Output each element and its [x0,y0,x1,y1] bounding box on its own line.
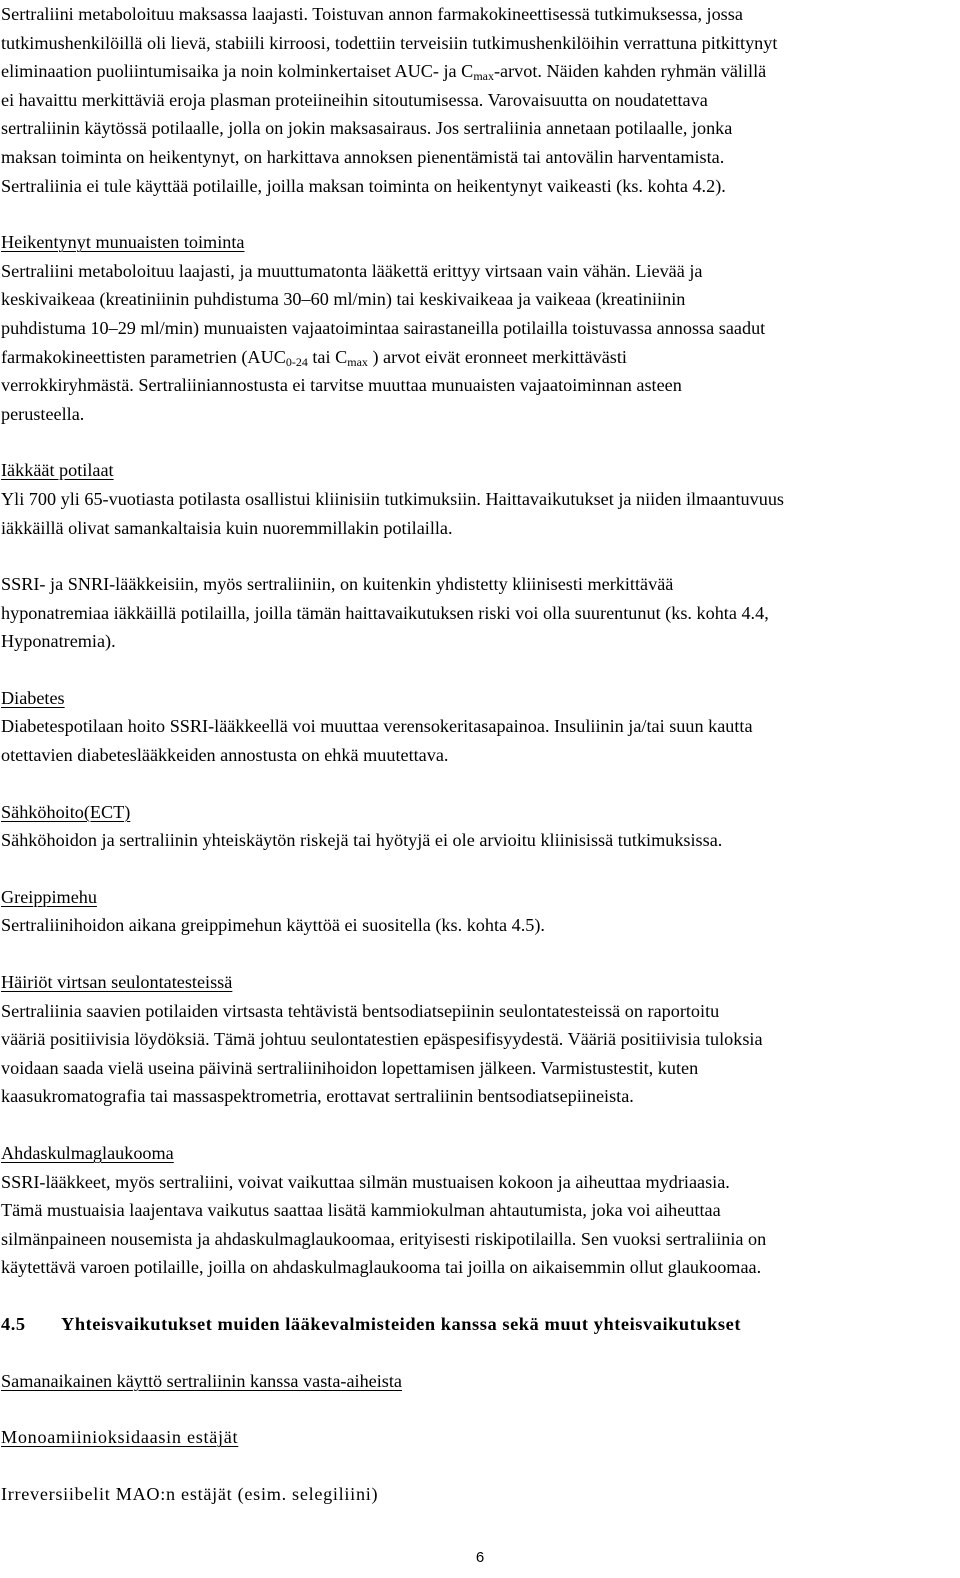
text-line: farmakokineettisten parametrien ($AUC_{0-24}$ tai $C_{max}$ ) arvot eivät eronneet merkittävästi [1,346,627,369]
elderly-section [1,456,956,542]
text-line: Tämä mustuaisia laajentava vaikutus saattaa lisätä kammiokulman ahtautumista, joka voi aiheuttaa [1,1200,721,1221]
text-line: Sertraliinia ei tule käyttää potilaille, joilla maksan toiminta on heikentynyt vaikeasti (ks. kohta 4.2). [1,175,726,196]
urine-screening-section [1,968,956,1111]
section-number: 4.5 [1,1313,26,1334]
text-line: eliminaation puoliintumisaika ja noin kolminkertaiset AUC- ja $C_{max}$-arvot. Näiden kahden ryhmän välillä [1,61,767,84]
hepatic-paragraph [1,0,956,200]
subheading-irreversible-mao: Irreversiibelit MAO:n estäjät (esim. selegiliini) [1,1483,379,1504]
text-line: hyponatremiaa iäkkäillä potilailla, joilla tämän haittavaikutuksen riski voi olla suurentunut (ks. kohta 4.4, [1,602,769,623]
text-line: perusteella. [1,403,85,424]
text-line: kaasukromatografia tai massaspektrometria, erottavat sertraliinin bentsodiatsepiineista. [1,1086,634,1107]
grapefruit-heading: Greippimehu [1,886,97,907]
renal-heading: Heikentynyt munuaisten toiminta [1,232,245,253]
text-line: SSRI- ja SNRI-lääkkeisiin, myös sertraliiniin, on kuitenkin yhdistetty kliinisesti merkittävää [1,574,674,595]
text-line: Sähköhoidon ja sertraliinin yhteiskäytön riskejä tai hyötyjä ei ole arvioitu kliinisissä tutkimuksissa. [1,830,723,851]
section-title: Yhteisvaikutukset muiden lääkevalmisteiden kanssa sekä muut yhteisvaikutukset [61,1313,742,1334]
elderly-heading: Iäkkäät potilaat [1,460,114,481]
text-line: vääriä positiivisia löydöksiä. Tämä johtuu seulontatestien epäspesifisyydestä. Vääriä positiivisia tuloksia [1,1029,763,1050]
text-line: Sertraliini metaboloituu laajasti, ja muuttumatonta lääkettä erittyy virtsaan vain vähän. Lievää ja [1,260,703,281]
text-line: Sertraliinia saavien potilaiden virtsasta tehtävistä bentsodiatsepiinin seulontatesteissä on raportoitu [1,1000,720,1021]
text-line: tutkimushenkilöillä oli lievä, stabiili kirroosi, todettiin terveisiin tutkimushenkilöihin verrattuna pitkittynyt [1,32,778,53]
hyponatremia-paragraph [1,570,956,656]
diabetes-section [1,684,956,770]
ect-section [1,798,956,855]
text-line: maksan toiminta on heikentynyt, on harkittava annoksen pienentämistä tai antovälin harventamista. [1,146,725,167]
urine-screening-heading: Häiriöt virtsan seulontatesteissä [1,972,233,993]
subheading-contraindicated: Samanaikainen käyttö sertraliinin kanssa vasta-aiheista [1,1370,403,1391]
subheading-mao-inhibitors: Monoamiinioksidaasin estäjät [1,1427,239,1448]
text-line: verrokkiryhmästä. Sertraliiniannostusta ei tarvitse muuttaa munuaisten vajaatoiminnan asteen [1,375,682,396]
section-heading-4-5 [1,1310,956,1339]
document-page [1,0,956,1508]
text-line: keskivaikeaa (kreatiniinin puhdistuma 30–60 ml/min) tai keskivaikeaa ja vaikeaa (kreatiniinin [1,289,686,310]
text-line: Diabetespotilaan hoito SSRI-lääkkeellä voi muuttaa verensokeritasapainoa. Insuliinin ja/tai suun kautta [1,716,753,737]
text-line: ei havaittu merkittäviä eroja plasman proteiineihin sitoutumisessa. Varovaisuutta on noudatettava [1,89,708,110]
text-line: puhdistuma 10–29 ml/min) munuaisten vajaatoimintaa sairastaneilla potilailla toistuvassa annossa saadut [1,317,766,338]
text-line: käytettävä varoen potilaille, joilla on ahdaskulmaglaukooma tai joilla on aikaisemmin ollut glaukoomaa. [1,1257,762,1278]
text-line: sertraliinin käytössä potilaalle, jolla on jokin maksasairaus. Jos sertraliinia annetaan potilaalle, jonka [1,118,733,139]
text-line: voidaan saada vielä useina päivinä sertraliinihoidon lopettamisen jälkeen. Varmistustestit, kuten [1,1057,699,1078]
glaucoma-section [1,1139,956,1282]
text-line: iäkkäillä olivat samankaltaisia kuin nuoremmillakin potilailla. [1,517,453,538]
text-line: Sertraliinihoidon aikana greippimehun käyttöä ei suositella (ks. kohta 4.5). [1,915,545,936]
grapefruit-section [1,883,956,940]
text-line: Hyponatremia). [1,631,116,652]
glaucoma-heading: Ahdaskulmaglaukooma [1,1143,174,1163]
text-line: otettavien diabeteslääkkeiden annostusta on ehkä muutettava. [1,745,449,766]
text-line: Yli 700 yli 65-vuotiasta potilasta osallistui kliinisiin tutkimuksiin. Haittavaikutukset ja niiden ilmaantuvuus [1,488,785,509]
page-number: 6 [475,1549,485,1566]
text-line: Sertraliini metaboloituu maksassa laajasti. Toistuvan annon farmakokineettisessä tutkimuksessa, jossa [1,4,743,24]
text-line: silmänpaineen nousemista ja ahdaskulmaglaukoomaa, erityisesti riskipotilailla. Sen vuoksi sertraliinia on [1,1228,767,1249]
diabetes-heading: Diabetes [1,687,65,708]
text-line: SSRI-lääkkeet, myös sertraliini, voivat vaikuttaa silmän mustuaisen kokoon ja aiheuttaa mydriaasia. [1,1171,730,1192]
ect-heading: Sähköhoito(ECT) [1,801,131,822]
renal-section [1,228,956,428]
